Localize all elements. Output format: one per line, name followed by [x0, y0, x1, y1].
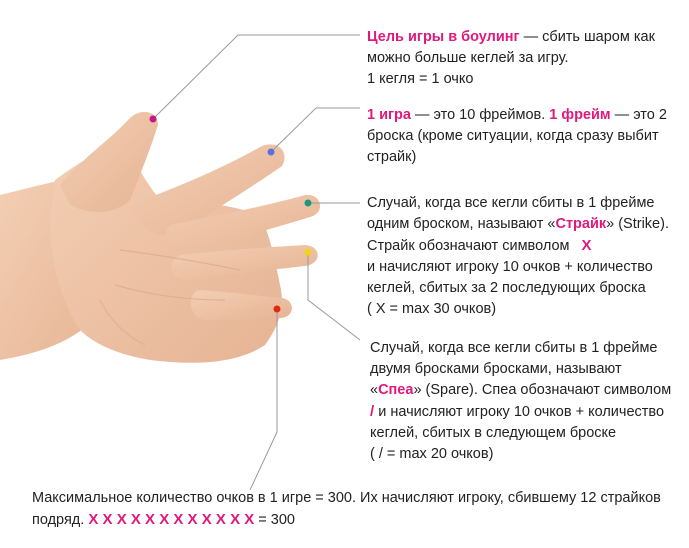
strike-line1: Случай, когда все кегли сбиты в 1 фрейме — [367, 195, 655, 211]
spare-highlight: Спеа — [378, 382, 414, 398]
strike-highlight: Страйк — [555, 216, 607, 232]
footer-strike-symbols: X X X X X X X X X X X X — [88, 511, 255, 528]
goal-line2: можно больше кеглей за игру. — [367, 50, 569, 66]
strike-line2a: одним броском, называют « — [367, 216, 556, 232]
spare-line3b: » (Spare). Спеа обозначают символом — [413, 382, 672, 398]
frame-highlight: 1 фрейм — [549, 107, 611, 123]
note-game-frames — [367, 105, 667, 168]
strike-line4: и начисляют игроку 10 очков + количество — [367, 259, 653, 275]
game-highlight: 1 игра — [367, 107, 411, 123]
spare-line3a: « — [370, 382, 379, 398]
goal-line1-rest: — сбить шаром как — [519, 29, 655, 45]
strike-line2b: » (Strike). — [606, 216, 669, 232]
spare-line4: и начисляют игроку 10 очков + количество — [374, 404, 665, 420]
spare-line5: кеглей, сбитых в следующем броске — [370, 425, 617, 441]
note-goal — [367, 27, 655, 90]
footer-line1: Максимальное количество очков в 1 игре = 300. Их начисляют игроку, сбившему 12 страйков — [32, 490, 661, 506]
leader-line-index — [271, 108, 360, 152]
strike-line5: кеглей, сбитых за 2 последующих броска — [367, 280, 646, 296]
game-line2: броска (кроме ситуации, когда сразу выбит — [367, 128, 659, 144]
footer-max-score — [32, 488, 682, 531]
spare-line1: Случай, когда все кегли сбиты в 1 фрейме — [370, 340, 658, 356]
note-strike — [367, 193, 669, 320]
strike-symbol: X — [581, 237, 592, 254]
game-part1: — это 10 фреймов. — [410, 107, 550, 123]
goal-line3: 1 кегля = 1 очко — [367, 71, 474, 87]
strike-line6: ( X = max 30 очков) — [367, 301, 497, 317]
spare-line2: двумя бросками бросками, называют — [370, 361, 622, 377]
index-dot — [268, 149, 275, 156]
note-spare — [370, 338, 671, 465]
game-line3: страйк) — [367, 149, 417, 165]
footer-line2b: = 300 — [254, 512, 295, 528]
spare-symbol: / — [370, 403, 375, 420]
thumb-dot — [150, 116, 157, 123]
leader-line-ring — [308, 252, 360, 340]
middle-dot — [305, 200, 312, 207]
footer-line2a: подряд. — [32, 512, 89, 528]
spare-line6: ( / = max 20 очков) — [370, 446, 494, 462]
game-part2: — это 2 — [610, 107, 667, 123]
strike-line3: Страйк обозначают символом — [367, 238, 570, 254]
little-dot — [274, 306, 281, 313]
goal-highlight: Цель игры в боулинг — [367, 29, 520, 45]
leader-line-thumb — [153, 35, 360, 119]
ring-dot — [305, 249, 312, 256]
